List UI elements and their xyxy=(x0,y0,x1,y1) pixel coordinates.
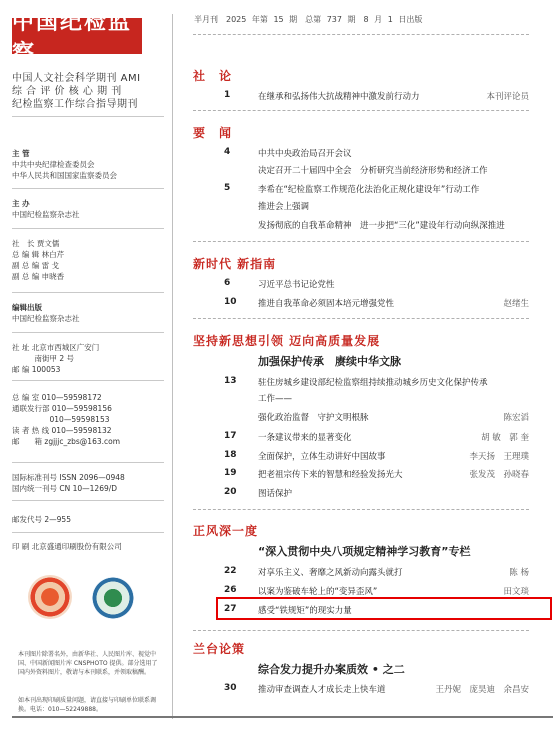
divider xyxy=(193,318,529,320)
host-block xyxy=(12,198,166,220)
host-title: 主 办 xyxy=(12,199,30,208)
entry-title[interactable]: 驻住房城乡建设部纪检监察组持续推动城乡历史文化保护传承 xyxy=(258,378,488,388)
entry-title[interactable]: 一条建议带来的显著变化 xyxy=(258,433,352,443)
divider xyxy=(12,228,164,229)
section-news: 要 闻 xyxy=(193,126,233,140)
section-new-thought: 坚持新思想引领 迈向高质量发展 xyxy=(193,334,381,348)
entry-title[interactable]: 发扬彻底的自我革命精神 进一步把“三化”建设年行动向纵深推进 xyxy=(258,221,505,231)
entry-page: 13 xyxy=(224,376,237,386)
contact-line: 读 者 热 线 010—59598132 xyxy=(12,426,112,435)
editors-block xyxy=(12,238,166,282)
footer-rule xyxy=(12,716,553,718)
divider xyxy=(193,509,529,511)
entry-title[interactable]: 习近平总书记论党性 xyxy=(258,280,335,290)
entry-page: 6 xyxy=(224,278,231,288)
address-line: 南街甲 2 号 xyxy=(12,354,75,363)
divider xyxy=(12,188,164,189)
divider xyxy=(193,241,529,243)
code-line: 国内统一刊号 CN 10—1269/D xyxy=(12,484,118,493)
divider xyxy=(12,500,164,501)
subsection-heading: 加强保护传承 赓续中华文脉 xyxy=(258,355,401,368)
section-new-era: 新时代 新指南 xyxy=(193,257,277,271)
printer-line: 印 刷 北京盛通印刷股份有限公司 xyxy=(12,542,122,551)
entry-page: 10 xyxy=(224,297,237,307)
entry-page: 18 xyxy=(224,450,237,460)
contact-line: 邮 箱 zgjjjc_zbs@163.com xyxy=(12,437,121,446)
divider xyxy=(12,292,164,293)
divider xyxy=(193,110,529,112)
entry-title[interactable]: 推动审查调查人才成长走上快车道 xyxy=(258,685,386,695)
editor-line: 副 总 编 雷 戈 xyxy=(12,261,60,270)
editor-line: 副 总 编 申晓香 xyxy=(12,272,65,281)
publisher-block xyxy=(12,302,166,324)
divider xyxy=(193,630,529,632)
entry-title[interactable]: 推进自我革命必须固本培元增强党性 xyxy=(258,299,395,309)
code-line: 国际标准刊号 ISSN 2096—0948 xyxy=(12,473,125,482)
divider xyxy=(12,462,164,463)
contact-line: 总 编 室 010—59598172 xyxy=(12,393,102,402)
section-editorial: 社 论 xyxy=(193,69,233,83)
entry-page: 22 xyxy=(224,566,237,576)
journal-subtitle xyxy=(12,72,162,111)
print-quality-note: 如本刊出现印刷质量问题，请直接与印刷单位联系调换。电话：010—52249888。 xyxy=(18,697,157,713)
subsection-heading: “深入贯彻中央八项规定精神学习教育”专栏 xyxy=(258,545,471,558)
entry-author: 陈 杨 xyxy=(509,568,529,578)
subtitle-line: 中国人文社会科学期刊 AMI xyxy=(12,73,141,84)
entry-author: 王丹妮 庞昊迪 余昌安 xyxy=(435,685,529,695)
entry-title[interactable]: 在继承和弘扬伟大抗战精神中激发前行动力 xyxy=(258,92,420,102)
entry-title[interactable]: 强化政治监督 守护文明根脉 xyxy=(258,413,369,423)
entry-page: 1 xyxy=(224,90,231,100)
sponsor-title: 主 管 xyxy=(12,149,30,158)
issue-info: 半月刊 2025 年第 15 期 总第 737 期 8 月 1 日出版 xyxy=(194,15,423,24)
divider xyxy=(193,34,529,36)
section-conduct: 正风深一度 xyxy=(193,524,259,538)
library-emblem-icon xyxy=(92,577,134,619)
subtitle-line: 纪检监察工作综合指导期刊 xyxy=(12,99,138,110)
entry-author: 胡 敏 郭 奎 xyxy=(481,433,529,443)
address-line: 邮 编 100053 xyxy=(12,365,61,374)
entry-title[interactable]: 工作—— xyxy=(258,394,293,404)
column-divider xyxy=(172,14,173,719)
entry-title[interactable]: 决定召开二十届四中全会 分析研究当前经济形势和经济工作 xyxy=(258,166,488,176)
entry-page: 20 xyxy=(224,487,237,497)
entry-author: 赵绪生 xyxy=(503,299,529,309)
entry-title[interactable]: 李希在“纪检监察工作规范化法治化正规化建设年”行动工作 xyxy=(258,185,480,195)
entry-page: 4 xyxy=(224,147,231,157)
entry-author: 张发茂 孙晓春 xyxy=(469,470,529,480)
sponsor-line: 中华人民共和国国家监察委员会 xyxy=(12,171,117,180)
codes-block xyxy=(12,472,166,494)
entry-title[interactable]: 图话保护 xyxy=(258,489,293,499)
entry-title[interactable]: 把老祖宗传下来的智慧和经验发扬光大 xyxy=(258,470,403,480)
address-line: 社 址 北京市西城区广安门 xyxy=(12,343,100,352)
entry-title[interactable]: 以案为鉴破车轮上的“变异歪风” xyxy=(258,587,378,597)
subtitle-line: 综 合 评 价 核 心 期 刊 xyxy=(12,86,122,97)
contacts-block xyxy=(12,392,166,447)
entry-author: 李天扬 王理璞 xyxy=(469,452,529,462)
entry-title[interactable]: 推进会上强调 xyxy=(258,202,310,212)
contact-line: 通联发行部 010—59598156 xyxy=(12,404,112,413)
table-of-contents xyxy=(176,0,553,739)
highlight-box xyxy=(216,597,552,620)
editor-line: 社 长 贾文儒 xyxy=(12,239,60,248)
entry-title[interactable]: 全面保护，立体生动讲好中国故事 xyxy=(258,452,386,462)
entry-page: 5 xyxy=(224,183,231,193)
entry-page: 26 xyxy=(224,585,237,595)
publisher-title: 编辑出版 xyxy=(12,303,42,312)
divider xyxy=(12,116,164,117)
masthead-column xyxy=(0,0,168,739)
entry-page: 17 xyxy=(224,431,237,441)
address-block xyxy=(12,342,166,375)
subsection-heading: 综合发力提升办案质效 • 之二 xyxy=(258,663,405,676)
entry-page: 27 xyxy=(224,604,237,614)
postal-block xyxy=(12,514,166,525)
editor-line: 总 编 辑 林白芹 xyxy=(12,250,65,259)
entry-author: 陈宏滔 xyxy=(503,413,529,423)
image-credit-note: 本刊图片除署名外，由新华社、人民图片库、视觉中国、中国新闻图片库 CNSPHOTO 提供。部分选用了国内外资料图片，敬请与本刊联系，并领取稿酬。 xyxy=(18,651,158,676)
section-lantai: 兰台论策 xyxy=(193,642,246,656)
award-badges xyxy=(18,575,158,625)
entry-page: 30 xyxy=(224,683,237,693)
entry-author: 本刊评论员 xyxy=(486,92,529,102)
entry-author: 田文琰 xyxy=(503,587,529,597)
host-line: 中国纪检监察杂志社 xyxy=(12,210,80,219)
divider xyxy=(12,332,164,333)
entry-title[interactable]: 感受“铁规矩”的现实力量 xyxy=(258,606,352,616)
printer-block xyxy=(12,541,166,552)
contact-line: 010—59598153 xyxy=(12,415,110,424)
sponsor-line: 中共中央纪律检查委员会 xyxy=(12,160,95,169)
entry-title[interactable]: 对享乐主义、奢靡之风新动向露头就打 xyxy=(258,568,403,578)
divider xyxy=(12,532,164,533)
journal-logo: 中国纪检监察 xyxy=(12,18,142,54)
sponsor-block xyxy=(12,148,166,181)
entry-page: 19 xyxy=(224,468,237,478)
divider xyxy=(12,380,164,381)
postal-code: 邮发代号 2—955 xyxy=(12,515,71,524)
entry-title[interactable]: 中共中央政治局召开会议 xyxy=(258,149,352,159)
award-emblem-icon xyxy=(28,575,72,619)
publisher-line: 中国纪检监察杂志社 xyxy=(12,314,80,323)
